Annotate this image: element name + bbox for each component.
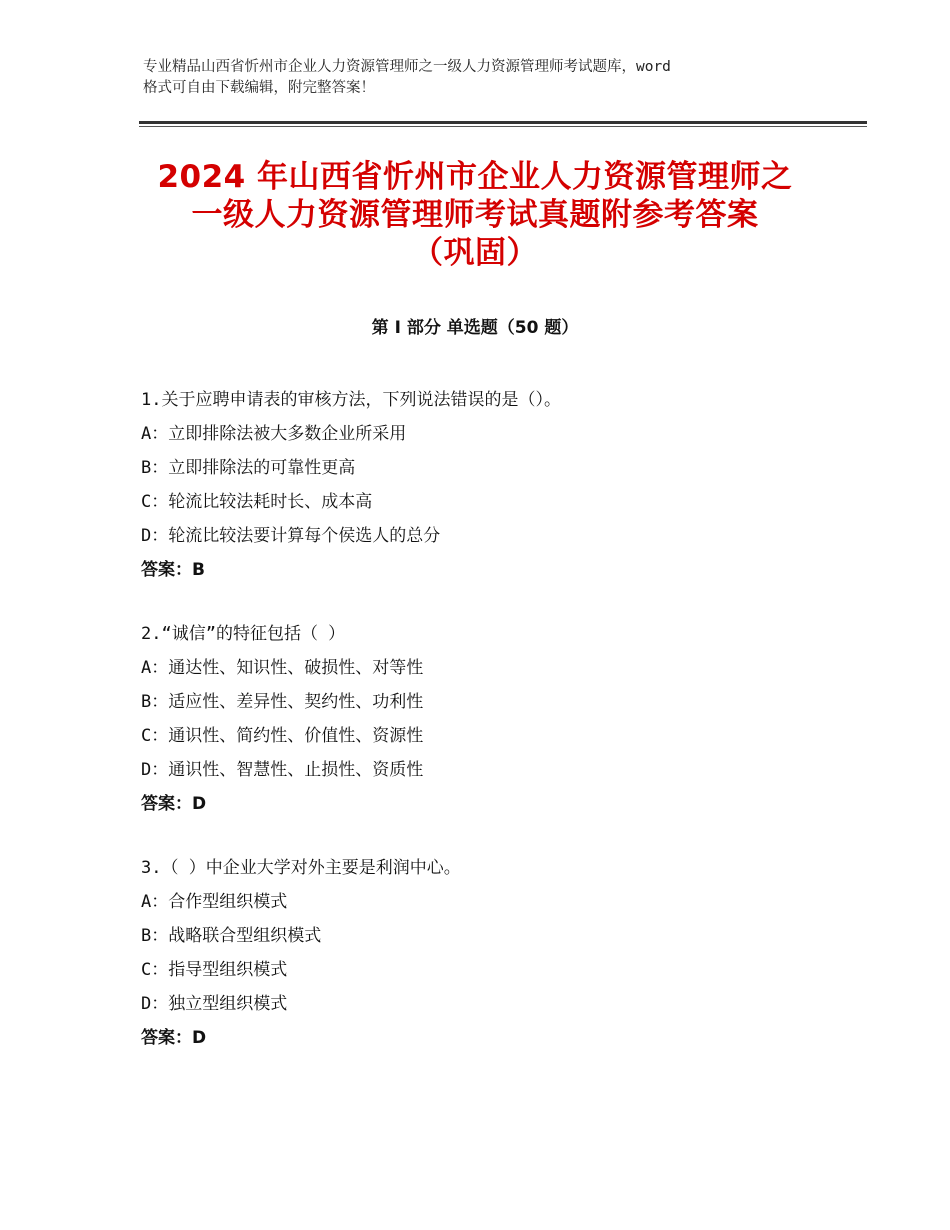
option-a: A：通达性、知识性、破损性、对等性 [141, 658, 424, 678]
header-note [143, 57, 823, 99]
header-note-line: 格式可自由下载编辑，附完整答案！ [143, 80, 375, 96]
answer-line: 答案：D [141, 794, 207, 814]
section-heading: 第 I 部分 单选题（50 题） [371, 318, 579, 338]
question-item [141, 383, 841, 587]
header-divider-thin [139, 126, 867, 127]
option-d: D：轮流比较法要计算每个侯选人的总分 [141, 526, 441, 546]
option-b: B：立即排除法的可靠性更高 [141, 458, 356, 478]
option-a: A：立即排除法被大多数企业所采用 [141, 424, 407, 444]
question-list [141, 383, 841, 1085]
option-d: D：独立型组织模式 [141, 994, 288, 1014]
document-title [130, 158, 820, 272]
option-d: D：通识性、智慧性、止损性、资质性 [141, 760, 424, 780]
option-c: C：指导型组织模式 [141, 960, 288, 980]
header-divider [139, 121, 867, 124]
answer-line: 答案：B [141, 560, 205, 580]
title-line: 2024 年山西省忻州市企业人力资源管理师之 [157, 159, 793, 195]
question-item [141, 851, 841, 1055]
option-b: B：适应性、差异性、契约性、功利性 [141, 692, 424, 712]
option-c: C：轮流比较法耗时长、成本高 [141, 492, 373, 512]
option-c: C：通识性、简约性、价值性、资源性 [141, 726, 424, 746]
question-item [141, 617, 841, 821]
question-stem: 3.（ ）中企业大学对外主要是利润中心。 [141, 858, 461, 878]
option-b: B：战略联合型组织模式 [141, 926, 322, 946]
question-stem: 2.“诚信”的特征包括（ ） [141, 624, 346, 644]
title-line: （巩固） [412, 235, 538, 271]
answer-line: 答案：D [141, 1028, 207, 1048]
question-stem: 1.关于应聘申请表的审核方法，下列说法错误的是（）。 [141, 390, 561, 410]
title-line: 一级人力资源管理师考试真题附参考答案 [191, 197, 759, 233]
header-note-line: 专业精品山西省忻州市企业人力资源管理师之一级人力资源管理师考试题库，word [143, 59, 671, 75]
option-a: A：合作型组织模式 [141, 892, 288, 912]
